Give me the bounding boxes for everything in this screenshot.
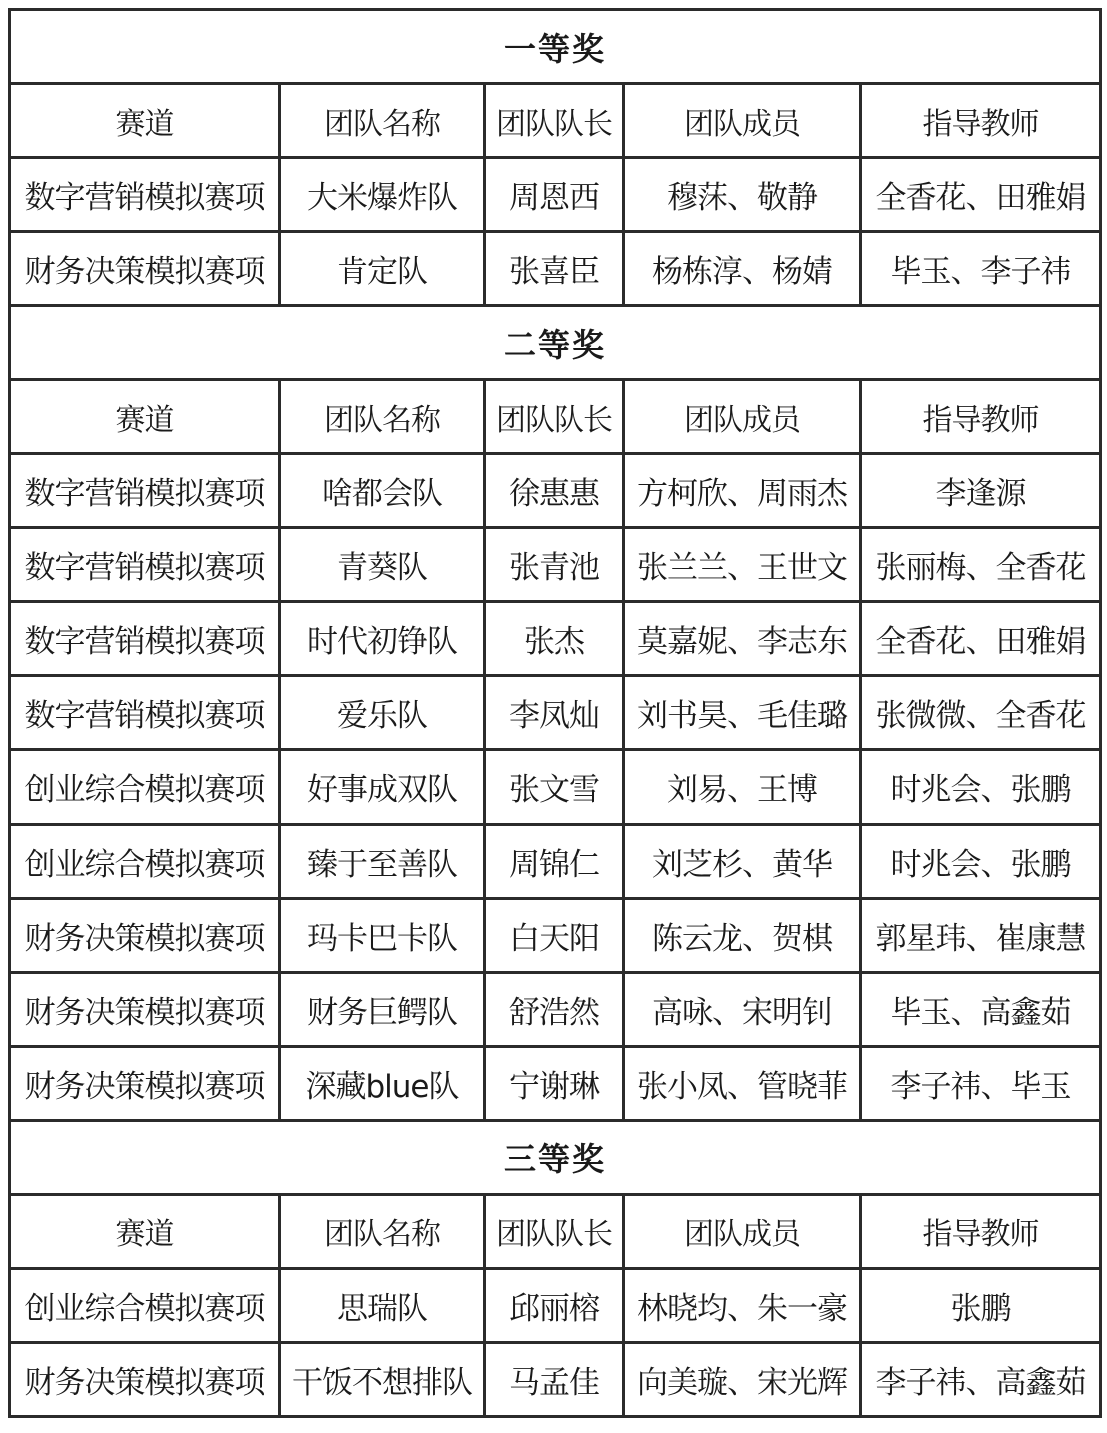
table-row — [10, 158, 1101, 232]
column-header-team-captain: 团队队长 — [485, 380, 624, 454]
cell-track: 财务决策模拟赛项 — [10, 898, 280, 972]
cell-track: 创业综合模拟赛项 — [10, 750, 280, 824]
column-header-track: 赛道 — [10, 380, 280, 454]
cell-track: 财务决策模拟赛项 — [10, 972, 280, 1046]
cell-team-captain: 白天阳 — [485, 898, 624, 972]
column-header-team-members: 团队成员 — [624, 1194, 861, 1268]
cell-team-members: 刘芝杉、黄华 — [624, 824, 861, 898]
cell-team-members: 陈云龙、贺棋 — [624, 898, 861, 972]
table-row — [10, 750, 1101, 824]
cell-instructor: 张微微、全香花 — [861, 676, 1101, 750]
column-header-track: 赛道 — [10, 84, 280, 158]
cell-instructor: 全香花、田雅娟 — [861, 602, 1101, 676]
cell-team-name: 青葵队 — [280, 528, 485, 602]
cell-team-name: 啥都会队 — [280, 454, 485, 528]
cell-team-captain: 舒浩然 — [485, 972, 624, 1046]
column-header-team-captain: 团队队长 — [485, 84, 624, 158]
cell-team-captain: 周锦仁 — [485, 824, 624, 898]
cell-instructor: 毕玉、高鑫茹 — [861, 972, 1101, 1046]
cell-team-captain: 李凤灿 — [485, 676, 624, 750]
table-row — [10, 602, 1101, 676]
cell-instructor: 时兆会、张鹏 — [861, 824, 1101, 898]
cell-instructor: 李子祎、毕玉 — [861, 1046, 1101, 1120]
table-row — [10, 232, 1101, 306]
cell-track: 数字营销模拟赛项 — [10, 602, 280, 676]
cell-instructor: 张鹏 — [861, 1268, 1101, 1342]
cell-track: 财务决策模拟赛项 — [10, 232, 280, 306]
cell-instructor: 张丽梅、全香花 — [861, 528, 1101, 602]
cell-track: 财务决策模拟赛项 — [10, 1046, 280, 1120]
cell-instructor: 李逢源 — [861, 454, 1101, 528]
cell-instructor: 时兆会、张鹏 — [861, 750, 1101, 824]
column-header-team-captain: 团队队长 — [485, 1194, 624, 1268]
column-header-team-name: 团队名称 — [280, 380, 485, 454]
table-row — [10, 972, 1101, 1046]
column-header-team-members: 团队成员 — [624, 84, 861, 158]
column-header-team-name: 团队名称 — [280, 84, 485, 158]
cell-team-name: 大米爆炸队 — [280, 158, 485, 232]
cell-team-members: 刘易、王博 — [624, 750, 861, 824]
cell-team-captain: 徐惠惠 — [485, 454, 624, 528]
column-header-row — [10, 84, 1101, 158]
cell-team-members: 莫嘉妮、李志东 — [624, 602, 861, 676]
cell-team-members: 张兰兰、王世文 — [624, 528, 861, 602]
cell-team-captain: 张文雪 — [485, 750, 624, 824]
cell-track: 数字营销模拟赛项 — [10, 676, 280, 750]
cell-team-captain: 宁谢琳 — [485, 1046, 624, 1120]
cell-track: 创业综合模拟赛项 — [10, 824, 280, 898]
cell-team-name: 爱乐队 — [280, 676, 485, 750]
cell-team-captain: 马孟佳 — [485, 1342, 624, 1416]
cell-instructor: 毕玉、李子祎 — [861, 232, 1101, 306]
section-title: 一等奖 — [10, 10, 1101, 84]
section-title: 三等奖 — [10, 1120, 1101, 1194]
column-header-row — [10, 1194, 1101, 1268]
cell-track: 财务决策模拟赛项 — [10, 1342, 280, 1416]
cell-team-name: 臻于至善队 — [280, 824, 485, 898]
cell-team-captain: 张青池 — [485, 528, 624, 602]
cell-instructor: 全香花、田雅娟 — [861, 158, 1101, 232]
cell-team-name: 深藏blue队 — [280, 1046, 485, 1120]
cell-team-name: 思瑞队 — [280, 1268, 485, 1342]
cell-track: 数字营销模拟赛项 — [10, 528, 280, 602]
cell-track: 数字营销模拟赛项 — [10, 454, 280, 528]
cell-team-members: 张小凤、管晓菲 — [624, 1046, 861, 1120]
section-title-row — [10, 306, 1101, 380]
cell-team-members: 刘书昊、毛佳璐 — [624, 676, 861, 750]
cell-team-captain: 周恩西 — [485, 158, 624, 232]
table-row — [10, 454, 1101, 528]
column-header-instructor: 指导教师 — [861, 84, 1101, 158]
cell-team-captain: 张喜臣 — [485, 232, 624, 306]
cell-team-members: 林晓均、朱一豪 — [624, 1268, 861, 1342]
column-header-row — [10, 380, 1101, 454]
cell-team-name: 好事成双队 — [280, 750, 485, 824]
section-title: 二等奖 — [10, 306, 1101, 380]
cell-team-members: 方柯欣、周雨杰 — [624, 454, 861, 528]
table-row — [10, 898, 1101, 972]
cell-team-members: 杨栋淳、杨婧 — [624, 232, 861, 306]
cell-team-name: 玛卡巴卡队 — [280, 898, 485, 972]
cell-instructor: 李子祎、高鑫茹 — [861, 1342, 1101, 1416]
cell-team-members: 高咏、宋明钊 — [624, 972, 861, 1046]
cell-team-name: 肯定队 — [280, 232, 485, 306]
cell-instructor: 郭星玮、崔康慧 — [861, 898, 1101, 972]
cell-team-members: 穆莯、敬静 — [624, 158, 861, 232]
section-title-row — [10, 10, 1101, 84]
column-header-team-name: 团队名称 — [280, 1194, 485, 1268]
cell-team-captain: 邱丽榕 — [485, 1268, 624, 1342]
cell-team-name: 时代初铮队 — [280, 602, 485, 676]
cell-team-captain: 张杰 — [485, 602, 624, 676]
cell-track: 数字营销模拟赛项 — [10, 158, 280, 232]
cell-team-members: 向美璇、宋光辉 — [624, 1342, 861, 1416]
column-header-instructor: 指导教师 — [861, 1194, 1101, 1268]
table-row — [10, 676, 1101, 750]
column-header-instructor: 指导教师 — [861, 380, 1101, 454]
cell-team-name: 干饭不想排队 — [280, 1342, 485, 1416]
cell-track: 创业综合模拟赛项 — [10, 1268, 280, 1342]
table-row — [10, 1342, 1101, 1416]
table-body — [10, 10, 1101, 1417]
table-row — [10, 528, 1101, 602]
cell-team-name: 财务巨鳄队 — [280, 972, 485, 1046]
awards-table — [8, 8, 1102, 1418]
section-title-row — [10, 1120, 1101, 1194]
column-header-track: 赛道 — [10, 1194, 280, 1268]
table-row — [10, 824, 1101, 898]
table-row — [10, 1268, 1101, 1342]
table-row — [10, 1046, 1101, 1120]
column-header-team-members: 团队成员 — [624, 380, 861, 454]
